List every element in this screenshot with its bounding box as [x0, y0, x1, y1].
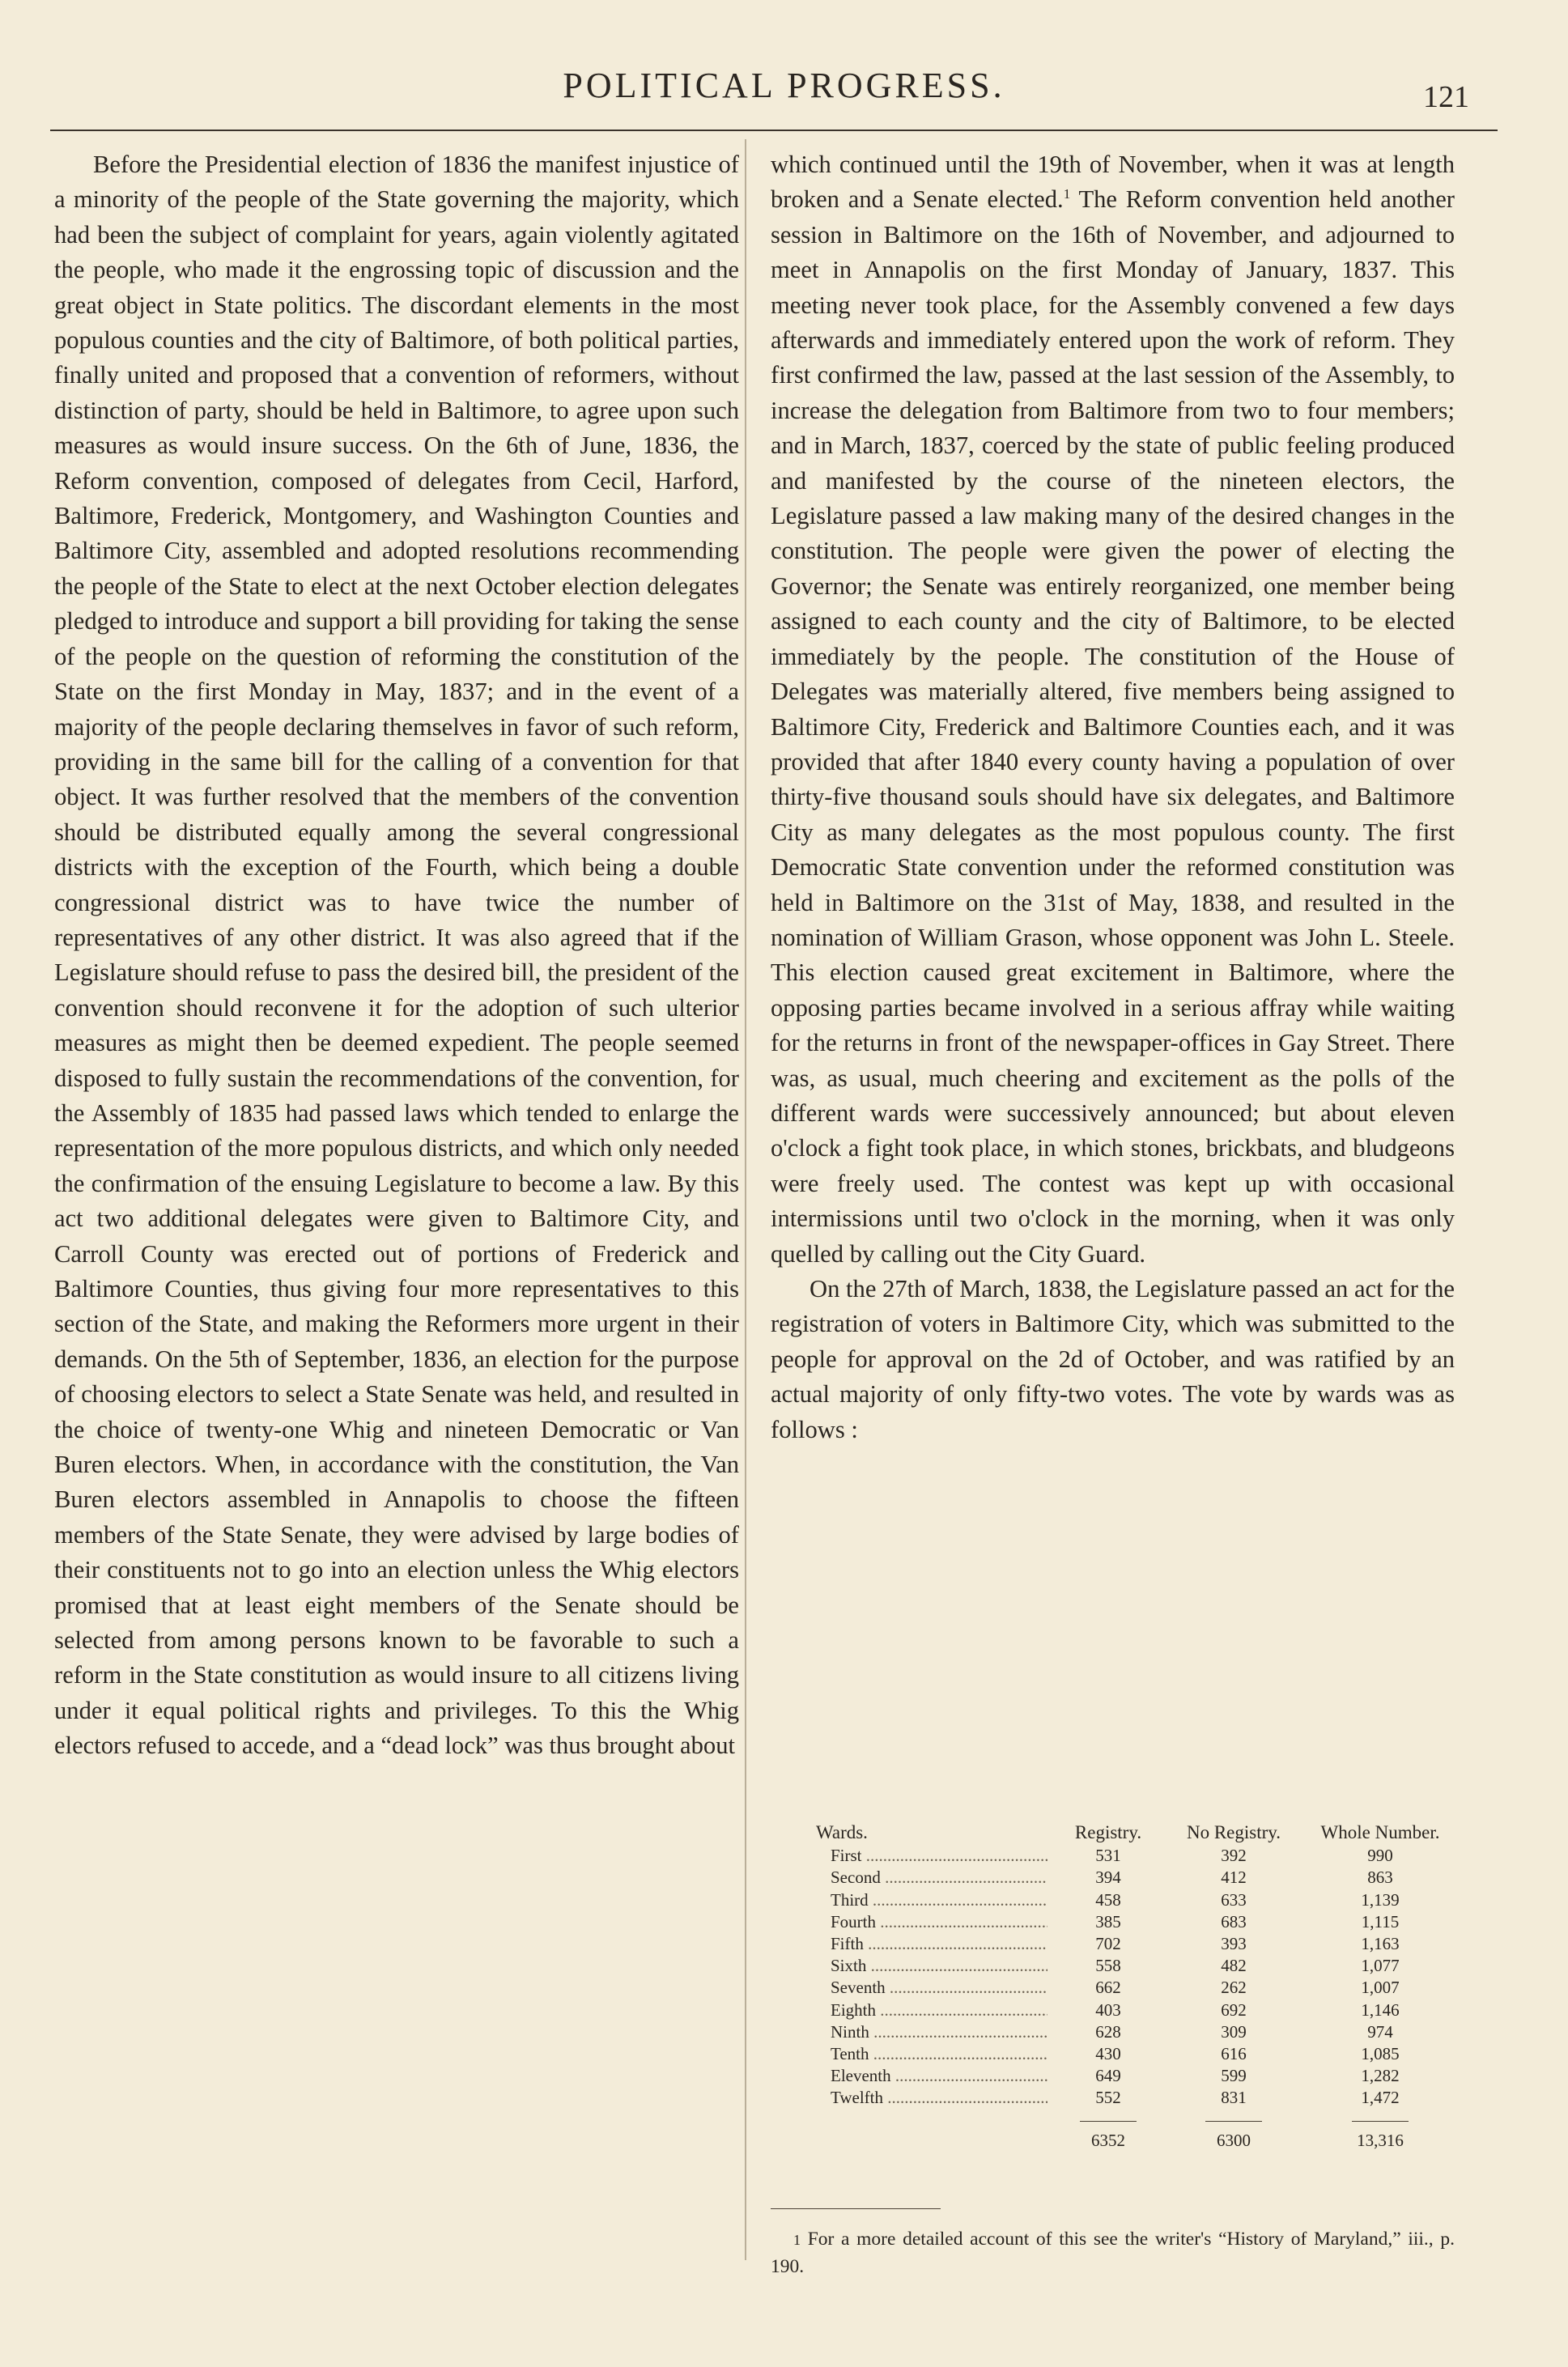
no-registry-value: 831 [1221, 2088, 1247, 2108]
no-registry-value: 692 [1221, 1999, 1247, 2020]
no-registry-value: 412 [1221, 1868, 1247, 1888]
table-row [813, 1977, 1462, 1999]
no-registry-value: 633 [1221, 1889, 1247, 1910]
table-row [813, 1889, 1462, 1911]
ward-name: Sixth ..... [813, 1955, 1047, 1977]
ward-name: Third ..... [813, 1889, 1047, 1911]
whole-number-value: 1,077 [1361, 1956, 1400, 1976]
whole-number-value: 1,163 [1361, 1934, 1400, 1954]
header-no-registry: No Registry. [1186, 1822, 1281, 1842]
registry-value: 649 [1095, 2066, 1121, 2086]
registry-value: 394 [1095, 1868, 1121, 1888]
ward-name: Seventh ..... [813, 1977, 1047, 1999]
right-column [771, 147, 1455, 1447]
ward-name: Eighth ..... [813, 1999, 1047, 2021]
no-registry-value: 392 [1221, 1846, 1247, 1866]
registry-value: 385 [1095, 1911, 1121, 1931]
column-divider [745, 139, 746, 2260]
left-paragraph-1: Before the Presidential election of 1836 the manifest injustice of a minority of the people of the State governing the majority, which had been the subject of complaint for years, again violently agitated the people, who made it the engrossing topic of discussion and the great object in State politics. The discordant elements in the most populous counties and the city of Baltimore, of both political parties, finally united and proposed that a convention of reformers, without distinction of party, should be held in Baltimore, to agree upon such measures as would insure success. On the 6th of June, 1836, the Reform convention, composed of delegates from Cecil, Harford, Baltimore, Frederick, Montgomery, and Washington Counties and Baltimore City, assembled and adopted resolutions recommending the people of the State to elect at the next October election delegates pledged to introduce and support a bill providing for taking the sense of the people on the question of reforming the constitution of the State on the first Monday in May, 1837; and in the event of a majority of the people declaring themselves in favor of such reform, providing in the same bill for the calling of a convention for that object. It was further resolved that the members of the convention should be distributed equally among the several congressional districts with the exception of the Fourth, which being a double congressional district was to have twice the number of representatives of any other district. It was also agreed that if the Legislature should refuse to pass the desired bill, the president of the convention should reconvene it for the adoption of such ulterior measures as might then be deemed expedient. The people seemed disposed to fully sustain the recommendations of the convention, for the Assembly of 1835 had passed laws which tended to enlarge the representation of the more populous districts, and which only needed the confirmation of the ensuing Legislature to become a law. By this act two additional delegates were given to Baltimore City, and Carroll County was erected out of portions of Frederick and Baltimore Counties, thus giving four more representatives to this section of the State, and making the Reformers more urgent in their demands. On the 5th of September, 1836, an election for the purpose of choosing electors to select a State Senate was held, and resulted in the choice of twenty-one Whig and nineteen Democratic or Van Buren electors. When, in accordance with the constitution, the Van Buren electors assembled in Annapolis to choose the fifteen members of the State Senate, they were advised by large bodies of their constituents not to go into an election unless the Whig electors promised that at least eight members of the Senate should be selected from among persons known to be favorable to such a reform in the State constitution as would insure to all citizens living under it equal political rights and privileges. To this the Whig electors refused to accede, and a “dead lock” was thus brought about [54, 151, 739, 1760]
ward-name: First ..... [813, 1845, 1047, 1867]
whole-number-value: 1,115 [1361, 1911, 1400, 1931]
registry-total: 6352 [1091, 2130, 1125, 2150]
whole-number-value: 1,085 [1361, 2044, 1400, 2064]
footnote-text: For a more detailed account of this see the writer's “History of Maryland,” iii., p. 190. [771, 2229, 1455, 2277]
table-row [813, 1955, 1462, 1977]
ward-name: Eleventh ..... [813, 2065, 1047, 2087]
header-wards: Wards. [816, 1822, 868, 1842]
footnote-number: 1 [793, 2232, 801, 2248]
no-registry-value: 482 [1221, 1956, 1247, 1976]
registry-value: 702 [1095, 1934, 1121, 1954]
right-paragraph-2: On the 27th of March, 1838, the Legislature passed an act for the registration of voters in Baltimore City, which was submitted to the people for approval on the 2d of October, and was ratified by an actual majority of only fifty-two votes. The vote by wards was as follows : [771, 1275, 1455, 1443]
whole-number-value: 863 [1367, 1868, 1393, 1888]
table-row [813, 1845, 1462, 1867]
ward-name: Ninth ..... [813, 2021, 1047, 2043]
table-row [813, 2043, 1462, 2065]
no-registry-value: 393 [1221, 1934, 1247, 1954]
table-row [813, 2021, 1462, 2043]
no-registry-value: 309 [1221, 2021, 1247, 2042]
sum-rule [1080, 2121, 1137, 2122]
right-paragraph-1-text-a: which continued until the 19th of November, when it was at length broken and a Senate elected. [771, 151, 1455, 214]
footnote [771, 2226, 1455, 2280]
header-registry: Registry. [1074, 1822, 1142, 1842]
ward-vote-table [813, 1821, 1462, 2152]
registry-value: 628 [1095, 2021, 1121, 2042]
registry-value: 531 [1095, 1846, 1121, 1866]
header-rule [50, 130, 1498, 131]
table-row [813, 2087, 1462, 2109]
whole-number-value: 1,007 [1361, 1978, 1400, 1998]
registry-value: 558 [1095, 1956, 1121, 1976]
totals-row [813, 2110, 1462, 2152]
right-paragraph-1 [771, 147, 1455, 1272]
table-row [813, 1911, 1462, 1933]
registry-value: 458 [1095, 1889, 1121, 1910]
ward-name: Second ..... [813, 1867, 1047, 1889]
no-registry-value: 616 [1221, 2044, 1247, 2064]
footnote-reference: 1 [1063, 186, 1071, 202]
footnote-rule [771, 2208, 941, 2209]
whole-number-value: 1,472 [1361, 2088, 1400, 2108]
no-registry-value: 683 [1221, 1911, 1247, 1931]
no-registry-value: 262 [1221, 1978, 1247, 1998]
left-column [54, 147, 739, 1764]
registry-value: 403 [1095, 1999, 1121, 2020]
table-row [813, 1999, 1462, 2021]
table-row [813, 1867, 1462, 1889]
running-head: POLITICAL PROGRESS. [563, 66, 1005, 105]
whole-number-value: 990 [1367, 1846, 1393, 1866]
ward-name: Tenth ..... [813, 2043, 1047, 2065]
sum-rule [1352, 2121, 1409, 2122]
whole-number-value: 974 [1367, 2021, 1393, 2042]
table-row [813, 1933, 1462, 1955]
no-registry-total: 6300 [1217, 2130, 1251, 2150]
registry-value: 430 [1095, 2044, 1121, 2064]
whole-number-value: 1,139 [1361, 1889, 1400, 1910]
whole-number-value: 1,282 [1361, 2066, 1400, 2086]
sum-rule [1205, 2121, 1262, 2122]
registry-value: 662 [1095, 1978, 1121, 1998]
whole-number-total: 13,316 [1357, 2130, 1404, 2150]
ward-name: Fifth ..... [813, 1933, 1047, 1955]
ward-name: Fourth ..... [813, 1911, 1047, 1933]
registry-value: 552 [1095, 2088, 1121, 2108]
table-header-row [813, 1821, 1462, 1845]
whole-number-value: 1,146 [1361, 1999, 1400, 2020]
table-row [813, 2065, 1462, 2087]
right-paragraph-1-text-b: The Reform convention held another session in Baltimore on the 16th of November, and adjourned to meet in Annapolis on the first Monday of January, 1837. This meeting never took place, for the Assembly convened a few days afterwards and immediately entered upon the work of reform. They first confirmed the law, passed at the last session of the Assembly, to increase the delegation from Baltimore from two to four members; and in March, 1837, coerced by the state of public feeling produced and manifested by the course of the nineteen electors, the Legislature passed a law making many of the desired changes in the constitution. The people were given the power of electing the Governor; the Senate was entirely reorganized, one member being assigned to each county and the city of Baltimore, to be elected immediately by the people. The constitution of the House of Delegates was materially altered, five members being assigned to Baltimore City, Frederick and Baltimore Counties each, and it was provided that after 1840 every county having a population of over thirty-five thousand souls should have six delegates, and Baltimore City as many delegates as the most populous county. The first Democratic State convention under the reformed constitution was held in Baltimore on the 31st of May, 1838, and resulted in the nomination of William Grason, whose opponent was John L. Steele. This election caused great excitement in Baltimore, where the opposing parties became involved in a serious affray while waiting for the returns in front of the newspaper-offices in Gay Street. There was, as usual, much cheering and excitement as the polls of the different wards were successively announced; but about eleven o'clock a fight took place, in which stones, brickbats, and bludgeons were freely used. The contest was kept up with occasional intermissions until two o'clock in the morning, when it was only quelled by calling out the City Guard. [771, 185, 1455, 1268]
page-number: 121 [1423, 80, 1469, 114]
ward-name: Twelfth ..... [813, 2087, 1047, 2109]
header-whole-number: Whole Number. [1320, 1822, 1440, 1842]
no-registry-value: 599 [1221, 2066, 1247, 2086]
